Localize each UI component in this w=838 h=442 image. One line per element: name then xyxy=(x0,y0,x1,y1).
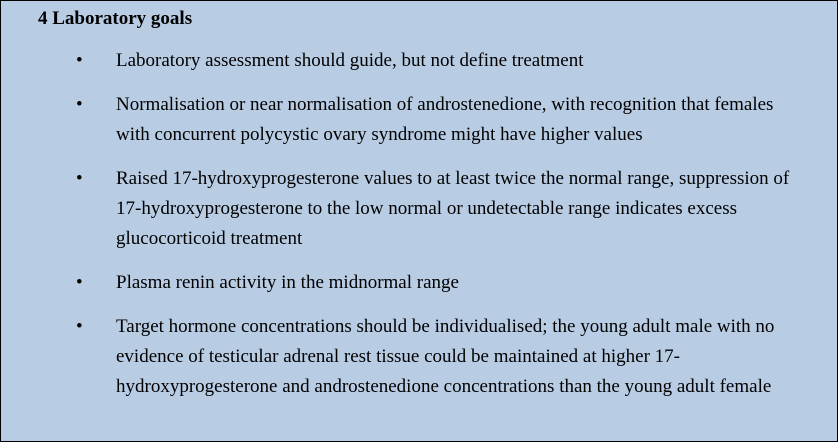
list-item xyxy=(1,268,837,298)
bullet-icon: • xyxy=(76,316,83,337)
list-item-text: Raised 17-hydroxyprogesterone values to at least twice the normal range, suppression of 17-hydroxyprogesterone to the low normal or undetectable range indicates excess glucocorticoid treatment xyxy=(116,168,790,249)
bullet-icon: • xyxy=(76,50,83,71)
bullet-icon: • xyxy=(76,94,83,115)
list-item-text: Target hormone concentrations should be individualised; the young adult male with no evidence of testicular adrenal rest tissue could be maintained at higher 17-hydroxyprogesterone and androstenedione concentrations than the young adult female xyxy=(116,316,775,397)
list-item xyxy=(1,46,837,76)
list-item-text: Laboratory assessment should guide, but not define treatment xyxy=(116,50,584,71)
bullet-icon: • xyxy=(76,272,83,293)
bullet-icon: • xyxy=(76,168,83,189)
list-item xyxy=(1,164,837,254)
section-title: 4 Laboratory goals xyxy=(38,8,193,29)
list-item xyxy=(1,312,837,402)
list-item-text: Plasma renin activity in the midnormal range xyxy=(116,272,459,293)
list-item xyxy=(1,90,837,150)
goals-list xyxy=(1,46,837,416)
list-item-text: Normalisation or near normalisation of androstenedione, with recognition that females with concurrent polycystic ovary syndrome might have higher values xyxy=(116,94,774,145)
